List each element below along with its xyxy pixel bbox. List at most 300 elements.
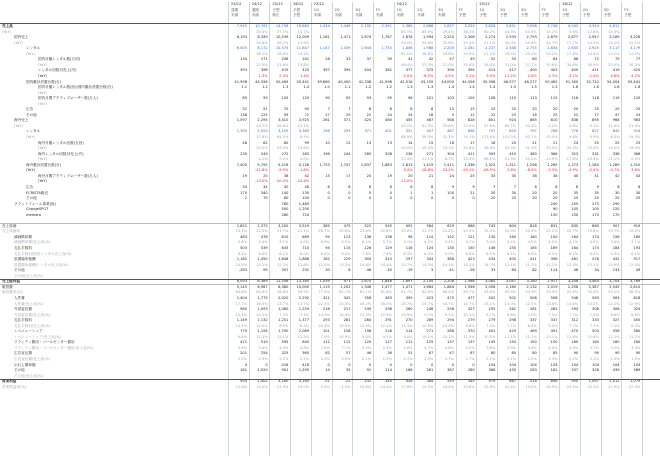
table-cell: 375 xyxy=(426,68,434,73)
table-cell: 232 xyxy=(364,379,372,384)
table-cell: 14.4% xyxy=(380,384,392,389)
table-cell: 388 xyxy=(488,368,496,373)
table-cell: 338 xyxy=(612,151,620,156)
table-row xyxy=(0,118,660,122)
table-cell: 2,915 xyxy=(588,46,599,51)
table-cell: 33.3% xyxy=(566,146,579,151)
table-cell: 5.8% xyxy=(237,240,247,245)
table-cell: 160 xyxy=(633,340,641,345)
table-cell: 1,813 xyxy=(402,162,413,167)
table-cell: 164 xyxy=(571,234,579,239)
table-cell: 24.2% xyxy=(546,51,558,56)
table-row xyxy=(0,35,660,39)
table-row xyxy=(0,174,660,178)
table-cell: 471 xyxy=(240,340,247,345)
table-cell: 37.1% xyxy=(276,29,289,34)
table-cell: 12.8% xyxy=(587,29,599,34)
table-cell: -19 xyxy=(406,268,413,273)
table-cell: 11.1% xyxy=(256,334,268,339)
table-cell: 90 xyxy=(594,351,599,356)
table-cell: 2,089 xyxy=(298,329,310,334)
table-cell: 136 xyxy=(364,234,372,239)
table-cell: 4.2% xyxy=(258,157,268,162)
table-row xyxy=(0,129,660,133)
table-cell: 0 xyxy=(368,196,372,201)
table-row xyxy=(0,179,660,183)
table-cell: 150 xyxy=(509,340,517,345)
table-cell: 298 xyxy=(509,318,517,323)
table-cell: 1,181 xyxy=(319,35,330,40)
table-row xyxy=(0,213,660,217)
table-cell: 40.9% xyxy=(525,29,537,34)
table-cell: 901 xyxy=(281,368,289,373)
table-cell: 298 xyxy=(385,307,392,312)
table-cell: 48 xyxy=(304,184,310,189)
table-cell: 1.3% xyxy=(258,73,268,78)
table-cell: 97.8% xyxy=(483,123,496,128)
table-cell: 26.2% xyxy=(276,40,289,45)
table-cell: 55.8% xyxy=(566,290,579,295)
table-cell: 860 xyxy=(592,223,599,228)
table-cell: 158 xyxy=(343,329,351,334)
table-cell: 160 xyxy=(592,340,599,345)
table-cell: 61.7% xyxy=(401,290,413,295)
table-cell: 95 xyxy=(387,96,392,101)
table-cell: 14.9% xyxy=(235,262,247,267)
table-cell: 110 xyxy=(509,96,517,101)
table-cell: 93 xyxy=(366,96,372,101)
table-cell: 2,372 xyxy=(257,223,268,228)
table-cell: 12.5% xyxy=(380,312,392,317)
table-cell: 58.5% xyxy=(628,290,641,295)
table-cell: 80 xyxy=(283,196,289,201)
table-row xyxy=(0,285,660,289)
table-cell: 38 xyxy=(532,173,537,178)
table-cell: 120 xyxy=(302,96,310,101)
table-cell: -20.0% xyxy=(275,179,289,184)
table-cell: 10.1% xyxy=(442,334,454,339)
row-label: (YoY) xyxy=(38,179,47,184)
table-cell: -15.0% xyxy=(399,179,413,184)
table-cell: 20 xyxy=(490,196,496,201)
table-cell: 3.7% xyxy=(465,240,475,245)
column-header-note: 実績 xyxy=(313,13,321,17)
table-cell: 25.0% xyxy=(525,157,537,162)
table-cell: 28.6% xyxy=(483,146,496,151)
table-cell: 8 xyxy=(431,107,434,112)
table-row xyxy=(0,52,660,56)
table-cell: 508 xyxy=(550,295,558,300)
table-cell: 475 xyxy=(447,295,454,300)
row-label: 海外累計設置台数(台) xyxy=(26,162,62,167)
table-cell: 21.7% xyxy=(276,229,289,234)
table-cell: 3,085 xyxy=(485,279,496,284)
table-cell: 1,311 xyxy=(505,162,517,167)
table-cell: 5.9% xyxy=(237,345,247,350)
table-cell: 8,349 xyxy=(257,35,268,40)
table-row xyxy=(0,229,660,233)
row-separator xyxy=(0,284,660,285)
table-cell: 8,389 xyxy=(257,279,268,284)
table-cell: 15 xyxy=(449,107,454,112)
table-cell: -3.1% xyxy=(588,123,599,128)
table-cell: 1 xyxy=(431,190,434,195)
table-cell: 23.8% xyxy=(297,146,310,151)
table-cell: 52 xyxy=(242,107,247,112)
table-cell: 127 xyxy=(385,340,392,345)
table-cell: 41 xyxy=(408,57,413,62)
table-cell: 105 xyxy=(571,207,579,212)
column-header-sub: 通期 xyxy=(251,7,259,12)
table-cell: 21.9% xyxy=(608,384,620,389)
table-cell: 321 xyxy=(322,295,330,300)
column-divider xyxy=(497,2,498,456)
table-cell: 4.0% xyxy=(548,240,558,245)
table-cell: 10.8% xyxy=(421,323,434,328)
column-divider xyxy=(269,2,270,456)
table-cell: 804 xyxy=(509,223,517,228)
table-cell: 522 xyxy=(364,223,372,228)
table-cell: 158 xyxy=(612,234,620,239)
table-cell: 1.2 xyxy=(386,85,392,90)
table-cell: 0 xyxy=(410,362,413,367)
table-row xyxy=(0,185,660,189)
table-cell: 6.3% xyxy=(424,251,434,256)
table-cell: 1,644 xyxy=(360,46,372,51)
table-cell: 404 xyxy=(364,68,372,73)
table-cell: 1.3 xyxy=(406,85,413,90)
table-cell: 17 xyxy=(594,112,599,117)
table-cell: 1,298 xyxy=(526,162,537,167)
table-cell: 29.0% xyxy=(276,146,289,151)
table-cell: 14 xyxy=(325,368,330,373)
table-cell: 916 xyxy=(633,129,641,134)
table-cell: 115 xyxy=(343,246,351,250)
table-cell: 70 xyxy=(283,107,289,112)
table-cell: 2,793 xyxy=(526,35,537,40)
table-cell: 99 xyxy=(325,234,330,239)
table-cell: 162 xyxy=(550,368,558,373)
table-cell: 150 xyxy=(467,246,475,250)
table-cell: 429 xyxy=(509,329,517,334)
column-header-sub: 1Q xyxy=(562,7,568,12)
table-cell: 0.0% xyxy=(631,157,641,162)
table-cell: 249 xyxy=(364,307,372,312)
table-cell: 150 xyxy=(550,234,558,239)
table-cell: 980 xyxy=(240,307,247,312)
table-cell: 128 xyxy=(364,246,372,250)
column-header-sub: 2Q xyxy=(582,7,589,12)
table-cell: 155 xyxy=(509,246,517,250)
table-cell: 14.9% xyxy=(318,312,330,317)
table-cell: 285 xyxy=(364,151,372,156)
table-cell: 10.1% xyxy=(421,334,434,339)
table-row xyxy=(0,379,660,383)
table-cell: 503 xyxy=(592,329,599,334)
table-cell: 8.6% xyxy=(465,323,475,328)
table-cell: 15 xyxy=(490,107,496,112)
row-separator xyxy=(0,379,660,380)
table-cell: 98 xyxy=(408,234,413,239)
table-cell: 2,389 xyxy=(402,24,413,28)
table-cell: 283 xyxy=(302,151,310,156)
table-row xyxy=(0,202,660,206)
table-cell: 845 xyxy=(612,129,620,134)
table-cell: 46,577 xyxy=(503,79,517,84)
row-label: のれん償却額 xyxy=(14,362,36,367)
table-cell: 55,441 xyxy=(296,79,310,84)
table-cell: 3.3% xyxy=(631,345,641,350)
row-label: 国内累計設置台数(台) xyxy=(26,79,62,84)
table-cell: 38.9% xyxy=(421,135,434,139)
column-header-note: 予想 xyxy=(520,13,528,17)
table-cell: 35.6% xyxy=(421,40,434,45)
table-cell: 293 xyxy=(322,318,330,323)
table-cell: 390 xyxy=(447,68,454,73)
table-cell: 323 xyxy=(571,151,579,156)
table-cell: 25 xyxy=(552,112,558,117)
table-cell: 184 xyxy=(612,246,620,250)
table-cell: 59.7% xyxy=(463,290,475,295)
table-cell: 90 xyxy=(573,351,579,356)
table-cell: 10.5% xyxy=(483,334,496,339)
table-cell: 1,471 xyxy=(340,35,351,40)
table-cell: 41,338 xyxy=(358,79,372,84)
row-label: 売上総利益 xyxy=(2,279,20,284)
table-cell: 950 xyxy=(571,379,579,384)
table-cell: 31.3% xyxy=(442,135,454,139)
table-cell: -2.4% xyxy=(588,168,599,173)
table-cell: 9.0% xyxy=(548,323,558,328)
table-cell: 12.2% xyxy=(628,51,641,56)
table-cell: 3,925 xyxy=(298,118,310,123)
table-cell: 53.9% xyxy=(546,290,558,295)
table-cell: 556 xyxy=(612,329,620,334)
table-cell: 325 xyxy=(281,351,289,356)
table-cell: 776 xyxy=(571,129,579,134)
table-cell: 3,159 xyxy=(278,129,289,134)
table-cell: 77.5% xyxy=(318,290,330,295)
column-header-sub: 通期 xyxy=(231,7,239,12)
table-cell: 124 xyxy=(426,246,434,250)
table-cell: 8 xyxy=(410,184,413,189)
table-cell: 3,410 xyxy=(278,118,289,123)
column-divider xyxy=(580,2,581,456)
table-cell: 307 xyxy=(281,268,289,273)
table-cell: 171 xyxy=(260,57,268,62)
table-cell: 3,189 xyxy=(609,35,620,40)
table-cell: 331 xyxy=(592,151,599,156)
table-cell: 491 xyxy=(550,329,558,334)
table-row xyxy=(0,46,660,50)
table-cell: 1.5 xyxy=(531,85,537,90)
table-cell: 5,218 xyxy=(278,162,289,167)
table-cell: 394 xyxy=(467,68,475,73)
table-cell: 57 xyxy=(345,351,351,356)
table-cell: 21.2% xyxy=(483,51,496,56)
table-cell: 11.1% xyxy=(504,334,517,339)
table-row xyxy=(0,85,660,89)
row-label: 国内月間アクティブユーザー数(万人) xyxy=(38,96,98,101)
table-cell: 405 xyxy=(509,257,517,262)
row-label: ワランティ費用・コールセンター費用/売上高(%) xyxy=(14,345,93,350)
table-cell: 827 xyxy=(592,129,599,134)
table-cell: 13.1% xyxy=(587,262,599,267)
row-label: (YoY) xyxy=(14,40,23,45)
table-cell: 5 xyxy=(451,112,454,117)
table-row xyxy=(0,246,660,250)
table-cell: 48 xyxy=(242,140,247,145)
table-cell: -0.7% xyxy=(609,168,620,173)
table-cell: 22.8% xyxy=(380,229,392,234)
table-row xyxy=(0,224,660,228)
table-cell: 1,377 xyxy=(298,318,310,323)
table-cell: 1,837 xyxy=(360,162,372,167)
table-cell: 584 xyxy=(426,223,434,228)
table-cell: 328 xyxy=(592,368,599,373)
table-cell: 10.2% xyxy=(256,312,268,317)
table-cell: 29.5% xyxy=(504,51,517,56)
table-cell: 23.5% xyxy=(566,384,579,389)
table-cell: 2,308 xyxy=(464,35,475,40)
table-cell: 1,883 xyxy=(381,162,392,167)
table-cell: 105 xyxy=(281,96,289,101)
table-cell: 710 xyxy=(302,246,310,250)
table-cell: 1,684 xyxy=(423,284,434,289)
table-cell: 9 xyxy=(472,184,475,189)
table-cell: 1,251 xyxy=(278,318,289,323)
table-cell: 358 xyxy=(364,295,372,300)
table-cell: 11.3% xyxy=(359,312,372,317)
table-cell: 1,119 xyxy=(319,284,330,289)
table-cell: 6.0% xyxy=(610,135,620,139)
table-cell: 6.7% xyxy=(486,312,496,317)
table-cell: 170 xyxy=(240,190,247,195)
table-cell: 260 xyxy=(405,307,413,312)
table-cell: 43,155 xyxy=(420,79,434,84)
table-cell: 13.1% xyxy=(546,334,558,339)
table-cell: 14.8% xyxy=(359,262,372,267)
table-cell: 779 xyxy=(240,329,247,334)
table-cell: 6,005 xyxy=(236,46,247,51)
table-cell: 11.1% xyxy=(546,262,558,267)
table-cell: 6,987 xyxy=(257,284,268,289)
table-cell: 388 xyxy=(447,257,454,262)
table-cell: 1.9% xyxy=(631,357,641,361)
table-cell: 80 xyxy=(490,351,496,356)
table-cell: 12.2% xyxy=(608,301,620,306)
table-cell: 196 xyxy=(322,129,330,134)
table-cell: -3.5% xyxy=(443,73,454,78)
table-cell: 1,132 xyxy=(257,318,268,323)
table-cell: 419 xyxy=(612,68,620,73)
table-cell: 324 xyxy=(633,307,641,312)
table-row xyxy=(0,141,660,145)
table-cell: 20 xyxy=(511,140,517,145)
table-cell: 0 xyxy=(327,362,330,367)
table-cell: 503 xyxy=(240,246,247,250)
table-cell: 508 xyxy=(529,295,537,300)
column-divider xyxy=(456,2,457,456)
table-cell: 55.9% xyxy=(504,290,517,295)
table-cell: 768 xyxy=(550,129,558,134)
table-row xyxy=(0,41,660,45)
table-cell: 14,756 xyxy=(275,24,289,28)
column-divider xyxy=(332,2,333,456)
table-cell: 19.4% xyxy=(483,229,496,234)
table-cell: 2,755 xyxy=(526,46,537,51)
table-cell: 50,465 xyxy=(275,79,289,84)
table-cell: 333 xyxy=(592,318,599,323)
table-cell: 3,228 xyxy=(630,35,641,40)
table-cell: 14.5% xyxy=(235,323,247,328)
table-row xyxy=(0,263,660,267)
table-cell: 104 xyxy=(529,362,537,367)
table-cell: 635 xyxy=(281,246,289,250)
table-cell: 170 xyxy=(592,212,599,217)
table-cell: 971 xyxy=(343,279,351,284)
table-cell: 12.1% xyxy=(608,334,620,339)
table-cell: 345 xyxy=(385,379,392,384)
table-cell: 9 xyxy=(596,184,599,189)
table-cell: 20.3% xyxy=(318,323,330,328)
table-cell: 33.4% xyxy=(463,157,475,162)
table-cell: 7.8% xyxy=(320,345,330,350)
row-label: 国内月額レンタル数(回)/国内累計設置台数(台) xyxy=(38,85,113,90)
table-cell: -5.3% xyxy=(547,168,558,173)
row-label: 支払手数料 xyxy=(14,246,32,250)
table-cell: 2.1% xyxy=(362,357,372,361)
table-cell: 411 xyxy=(529,257,537,262)
table-cell: 282 xyxy=(550,307,558,312)
row-label: 外部委託費 xyxy=(14,307,32,312)
table-cell: 4.8% xyxy=(610,73,620,78)
table-cell: 18 xyxy=(490,140,496,145)
table-cell: 545 xyxy=(385,223,392,228)
column-divider xyxy=(373,2,374,456)
table-row xyxy=(0,346,660,350)
table-cell: 1,411 xyxy=(443,162,454,167)
table-cell: 25 xyxy=(615,196,620,201)
table-cell: 7.7% xyxy=(569,323,579,328)
table-cell: 25 xyxy=(594,107,599,112)
table-cell: 20 xyxy=(408,173,413,178)
table-cell: 293 xyxy=(571,307,579,312)
table-cell: 137 xyxy=(447,340,454,345)
table-cell: 60.2% xyxy=(483,29,496,34)
row-label: 支払手数料 xyxy=(14,318,32,323)
table-cell: 4.0% xyxy=(279,345,289,350)
table-cell: 293 xyxy=(343,129,351,134)
table-cell: 297 xyxy=(405,257,413,262)
column-header-note: 予想 xyxy=(582,13,591,17)
table-cell: 5,792 xyxy=(257,162,268,167)
column-divider xyxy=(621,2,622,456)
table-cell: 96 xyxy=(408,96,413,101)
table-cell: 112 xyxy=(322,340,330,345)
table-cell: 1,648 xyxy=(278,257,289,262)
table-cell: 3,519 xyxy=(298,223,310,228)
table-cell: 31.0% xyxy=(504,62,517,67)
row-label: 海外月間アクティブユーザー数(万人) xyxy=(38,173,98,178)
table-cell: 1,202 xyxy=(340,284,351,289)
table-cell: 201 xyxy=(240,351,247,356)
table-cell: 272 xyxy=(281,151,289,156)
table-cell: 16.5% xyxy=(256,301,268,306)
table-cell: 568 xyxy=(447,118,454,123)
table-cell: 968 xyxy=(612,118,620,123)
table-cell: 0 xyxy=(348,196,351,201)
